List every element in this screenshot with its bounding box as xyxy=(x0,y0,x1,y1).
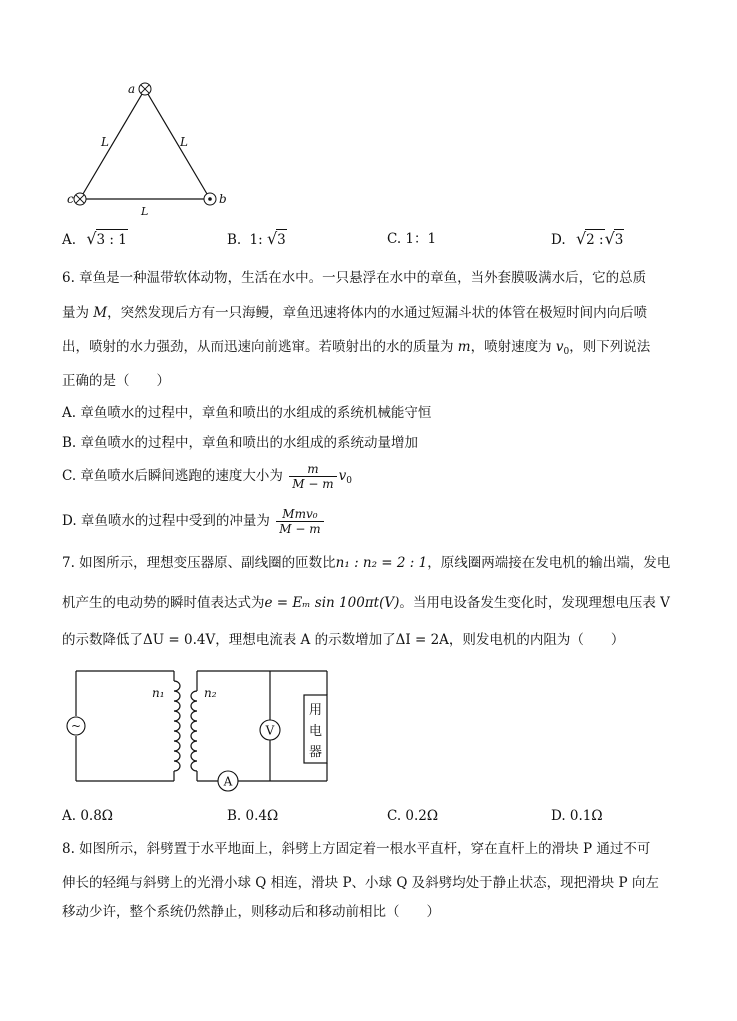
q7-option-b: B. 0.4Ω xyxy=(227,808,279,824)
label-b: b xyxy=(219,192,227,206)
q5-option-a: A. √3 : 1 xyxy=(62,229,127,248)
formula: n₁ : n₂ = 2 : 1 xyxy=(335,555,428,571)
formula: e = Eₘ sin 100πt(V) xyxy=(264,595,400,611)
q5-option-b: B. 1: √3 xyxy=(227,229,286,248)
q7-option-a: A. 0.8Ω xyxy=(62,808,113,824)
subscript: 0 xyxy=(346,476,352,486)
load-device xyxy=(304,695,327,763)
text: 。当用电设备发生变化时，发现理想电压表 V xyxy=(399,595,670,611)
ammeter-label: A xyxy=(223,774,233,789)
label-c: c xyxy=(67,192,74,206)
var-v: v xyxy=(555,339,564,355)
q5-option-c: C. 1：1 xyxy=(387,231,437,247)
text: ，理想电流表 A 的示数增加了 xyxy=(215,632,396,648)
q6-option-b: B. 章鱼喷水的过程中，章鱼和喷出的水组成的系统动量增加 xyxy=(62,435,419,451)
option-label: B. xyxy=(227,232,242,248)
text: 7. 如图所示，理想变压器原、副线圈的匝数比 xyxy=(62,555,336,571)
load-char-1: 用 xyxy=(308,703,323,718)
var-v: v xyxy=(338,468,347,484)
ammeter-icon xyxy=(218,771,238,791)
label-n2: n₂ xyxy=(204,686,217,700)
var-m: m xyxy=(457,339,471,355)
text: 量为 xyxy=(62,305,94,321)
label-side-right: L xyxy=(180,135,188,149)
q5-option-d: D. √2 :√3 xyxy=(551,229,624,248)
option-b-text: 1: xyxy=(249,232,267,248)
option-label: A. xyxy=(62,232,77,248)
option-d-root: 3 xyxy=(614,229,625,250)
q7-option-d: D. 0.1Ω xyxy=(551,808,603,824)
text: ，喷射速度为 xyxy=(470,339,556,355)
formula: ΔU = 0.4V xyxy=(143,632,216,648)
numerator: Mmv₀ xyxy=(282,507,318,521)
text: 的示数降低了 xyxy=(62,632,143,648)
label-side-left: L xyxy=(101,135,109,149)
q6-option-a: A. 章鱼喷水的过程中，章鱼和喷出的水组成的系统机械能守恒 xyxy=(62,405,432,421)
numerator: m xyxy=(307,462,319,476)
formula: ΔI = 2A xyxy=(395,632,449,648)
voltmeter-label: V xyxy=(265,723,275,738)
text: D. 章鱼喷水的过程中受到的冲量为 xyxy=(62,513,270,529)
denominator: M − m xyxy=(289,476,336,491)
label-n1: n₁ xyxy=(152,686,165,700)
q7-option-c: C. 0.2Ω xyxy=(387,808,439,824)
text: ，则下列说法 xyxy=(569,339,651,355)
label-a: a xyxy=(128,82,136,96)
text: C. 章鱼喷水后瞬间逃跑的速度大小为 xyxy=(62,468,283,484)
voltmeter-icon xyxy=(260,720,280,740)
option-b-root: 3 xyxy=(276,229,287,250)
load-char-3: 器 xyxy=(308,745,323,760)
subscript: 0 xyxy=(563,347,570,357)
text: ，突然发现后方有一只海鳗，章鱼迅速将体内的水通过短漏斗状的体管在极短时间内向后喷 xyxy=(107,305,648,321)
load-char-2: 电 xyxy=(308,724,323,739)
label-side-bottom: L xyxy=(141,205,149,218)
option-a-text: 3 : 1 xyxy=(96,232,127,248)
text: ，则发电机的内阻为（ ） xyxy=(448,632,625,648)
source-symbol: ~ xyxy=(70,719,82,733)
ac-source-icon xyxy=(67,717,85,735)
q8-line-3: 移动少许，整个系统仍然静止，则移动后和移动前相比（ ） xyxy=(62,904,440,920)
text: 出，喷射的水力强劲，从而迅速向前逃窜。若喷射出的水的质量为 xyxy=(62,339,458,355)
denominator: M − m xyxy=(276,521,323,536)
q8-line-1: 8. 如图所示，斜劈置于水平地面上，斜劈上方固定着一根水平直杆，穿在直杆上的滑块 P 通过不可 xyxy=(62,841,651,857)
text: ，原线圈两端接在发电机的输出端，发电 xyxy=(427,555,671,571)
q8-line-2: 伸长的轻绳与斜劈上的光滑小球 Q 相连，滑块 P、小球 Q 及斜劈均处于静止状态，现把滑块 P 向左 xyxy=(62,875,659,891)
option-label: D. xyxy=(551,232,566,248)
var-M: M xyxy=(93,305,108,321)
q6-line-1: 6. 章鱼是一种温带软体动物，生活在水中。一只悬浮在水中的章鱼，当外套膜吸满水后，它的总质 xyxy=(62,270,647,286)
text: 机产生的电动势的瞬时值表达式为 xyxy=(62,595,265,611)
q6-line-4: 正确的是（ ） xyxy=(62,373,170,389)
option-d-text: 2 : xyxy=(585,229,604,250)
